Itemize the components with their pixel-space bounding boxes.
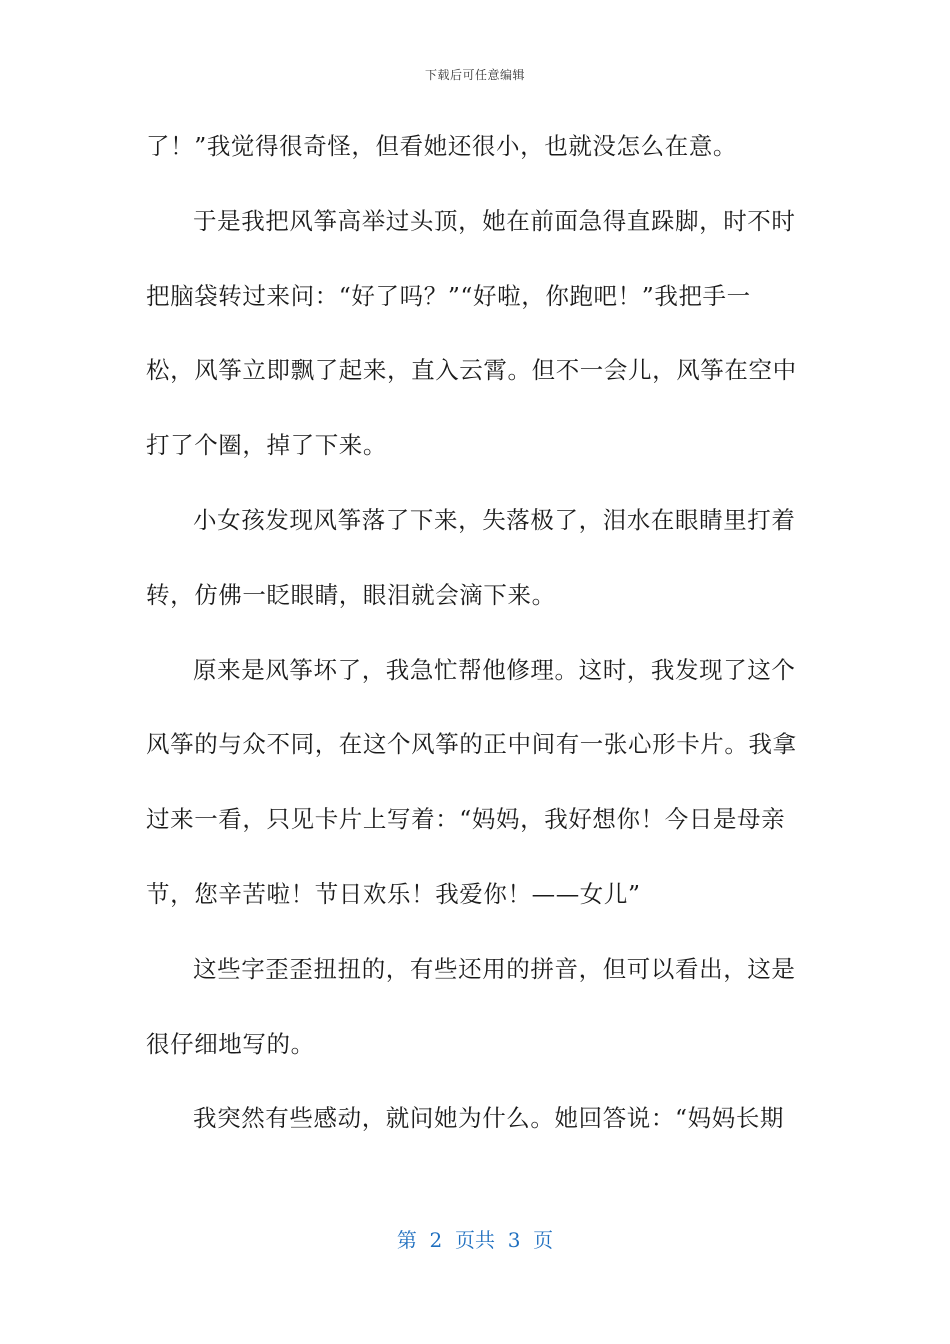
document-body xyxy=(146,118,796,1165)
text-line-2: 于是我把风筝高举过头顶，她在前面急得直跺脚，时不时 xyxy=(193,206,796,235)
text-line-13: 很仔细地写的。 xyxy=(146,1029,315,1058)
page-footer: 第 2 页共 3 页 xyxy=(396,1228,554,1252)
text-line-10: 过来一看，只见卡片上写着：“妈妈，我好想你！今日是母亲 xyxy=(146,805,786,834)
text-line-5: 打了个圈，掉了下来。 xyxy=(146,431,387,460)
text-line-4: 松，风筝立即飘了起来，直入云霄。但不一会儿，风筝在空中 xyxy=(146,356,797,385)
text-line-7: 转，仿佛一眨眼睛，眼泪就会滴下来。 xyxy=(146,580,556,609)
text-line-12: 这些字歪歪扭扭的，有些还用的拼音，但可以看出，这是 xyxy=(193,954,796,983)
page-header: 下载后可任意编辑 xyxy=(424,68,525,82)
text-line-11: 节，您辛苦啦！节日欢乐！我爱你！——女儿” xyxy=(146,879,641,908)
text-line-9: 风筝的与众不同，在这个风筝的正中间有一张心形卡片。我拿 xyxy=(146,730,797,759)
text-line-3: 把脑袋转过来问：“好了吗？”“好啦，你跑吧！”我把手一 xyxy=(146,281,751,310)
text-line-1: 了！”我觉得很奇怪，但看她还很小，也就没怎么在意。 xyxy=(146,132,738,160)
text-line-8: 原来是风筝坏了，我急忙帮他修理。这时，我发现了这个 xyxy=(193,655,796,684)
text-line-14: 我突然有些感动，就问她为什么。她回答说：“妈妈长期 xyxy=(193,1104,785,1133)
text-line-6: 小女孩发现风筝落了下来，失落极了，泪水在眼睛里打着 xyxy=(193,505,796,534)
